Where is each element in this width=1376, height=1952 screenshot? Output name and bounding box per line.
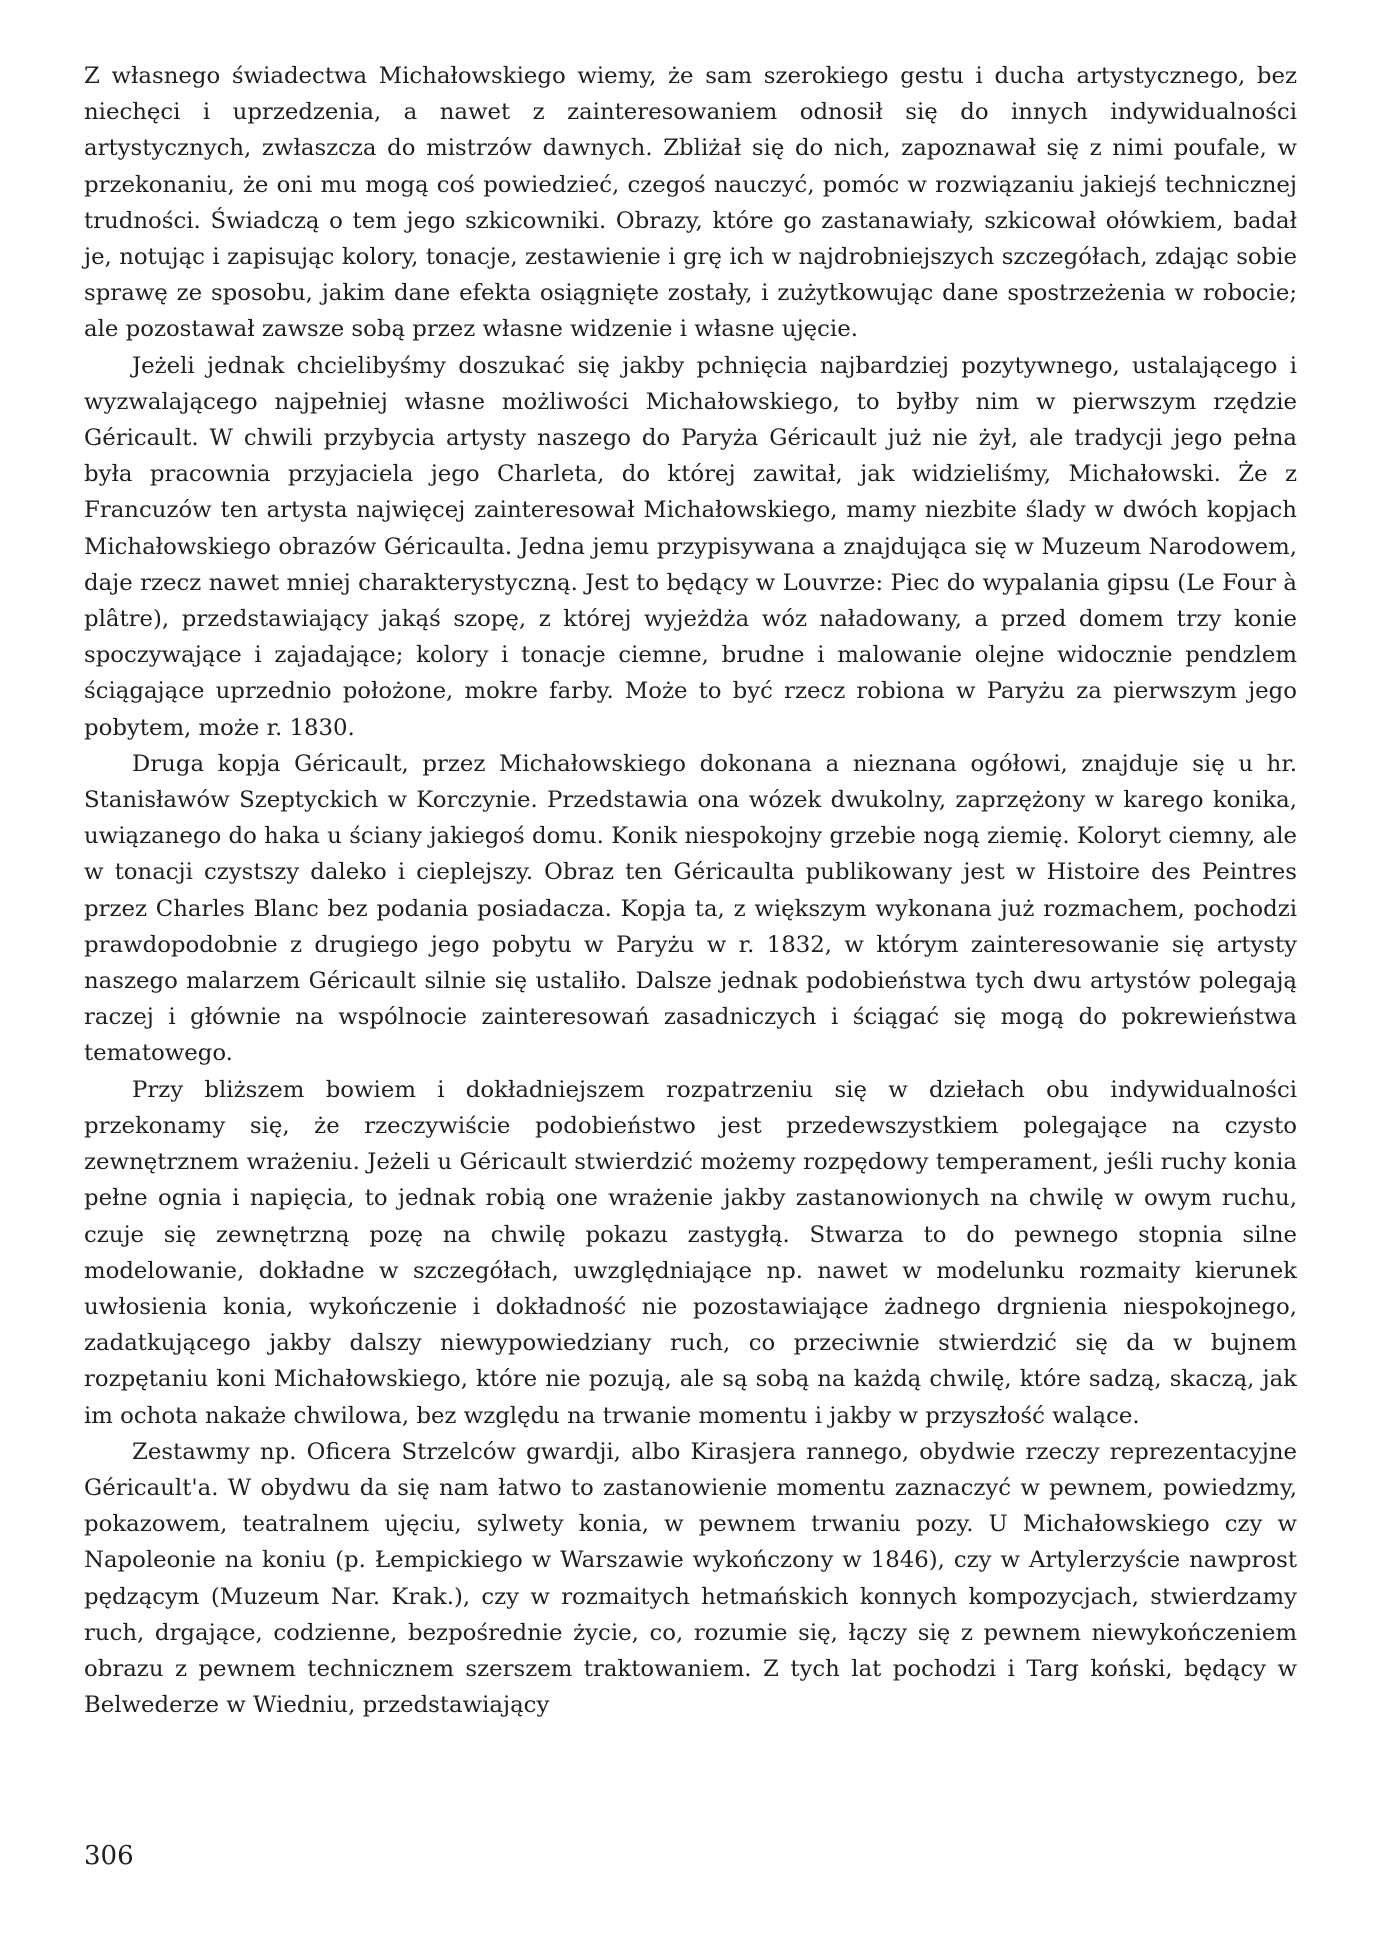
paragraph-4: Przy bliższem bowiem i dokładniejszem rozpatrzeniu się w dziełach obu indywidualności przekonamy się, że rzeczywiście podobieństwo jest przedewszystkiem polegające na czysto zewnętrznem wrażeniu. Jeżeli u Géricault stwierdzić możemy rozpędowy temperament, jeśli ruchy konia pełne ognia i napięcia, to jednak robią one wrażenie jakby zastanowionych na chwilę w owym ruchu, czuje się zewnętrzną pozę na chwilę pokazu zastygłą. Stwarza to do pewnego stopnia silne modelowanie, dokładne w szczegółach, uwzględniające np. nawet w modelunku rozmaity kierunek uwłosienia konia, wykończenie i dokładność nie pozostawiające żadnego drgnienia niespokojnego, zadatkującego jakby dalszy niewypowiedziany ruch, co przeciwnie stwierdzić się da w bujnem rozpętaniu koni Michałowskiego, które nie pozują, ale są sobą na każdą chwilę, które sadzą, skaczą, jak im ochota nakaże chwilowa, bez względu na trwanie momentu i jakby w przyszłość walące. [84, 1076, 1297, 1429]
paragraph-5: Zestawmy np. Oficera Strzelców gwardji, albo Kirasjera rannego, obydwie rzeczy reprezentacyjne Géricault'a. W obydwu da się nam łatwo to zastanowienie momentu zaznaczyć w pewnem, powiedzmy, pokazowem, teatralnem ujęciu, sylwety konia, w pewnem trwaniu pozy. U Michałowskiego czy w Napoleonie na koniu (p. Łempickiego w Warszawie wykończony w 1846), czy w Artylerzyście nawprost pędzącym (Muzeum Nar. Krak.), czy w rozmaitych hetmańskich konnych kompozycjach, stwierdzamy ruch, drgające, codzienne, bezpośrednie życie, co, rozumie się, łączy się z pewnem niewykończeniem obrazu z pewnem technicznem szerszem traktowaniem. Z tych lat pochodzi i Targ koński, będący w Belwederze w Wiedniu, przedstawiający [84, 1438, 1297, 1719]
paragraph-1: Z własnego świadectwa Michałowskiego wiemy, że sam szerokiego gestu i ducha artystycznego, bez niechęci i uprzedzenia, a nawet z zainteresowaniem odnosił się do innych indywidualności artystycznych, zwłaszcza do mistrzów dawnych. Zbliżał się do nich, zapoznawał się z nimi poufale, w przekonaniu, że oni mu mogą coś powiedzieć, czegoś nauczyć, pomóc w rozwiązaniu jakiejś technicznej trudności. Świadczą o tem jego szkicowniki. Obrazy, które go zastanawiały, szkicował ołówkiem, badał je, notując i zapisując kolory, tonacje, zestawienie i grę ich w najdrobniejszych szczegółach, zdając sobie sprawę ze sposobu, jakim dane efekta osiągnięte zostały, i zużytkowując dane spostrzeżenia w robocie; ale pozostawał zawsze sobą przez własne widzenie i własne ujęcie. [84, 63, 1297, 343]
page-body [84, 58, 1297, 1723]
paragraph-2: Jeżeli jednak chcielibyśmy doszukać się jakby pchnięcia najbardziej pozytywnego, ustalającego i wyzwalającego najpełniej własne możliwości Michałowskiego, to byłby nim w pierwszym rzędzie Géricault. W chwili przybycia artysty naszego do Paryża Géricault już nie żył, ale tradycji jego pełna była pracownia przyjaciela jego Charleta, do której zawitał, jak widzieliśmy, Michałowski. Że z Francuzów ten artysta najwięcej zainteresował Michałowskiego, mamy niezbite ślady w dwóch kopjach Michałowskiego obrazów Géricaulta. Jedna jemu przypisywana a znajdująca się w Muzeum Narodowem, daje rzecz nawet mniej charakterystyczną. Jest to będący w Louvrze: Piec do wypalania gipsu (Le Four à plâtre), przedstawiający jakąś szopę, z której wyjeżdża wóz naładowany, a przed domem trzy konie spoczywające i zajadające; kolory i tonacje ciemne, brudne i malowanie olejne widocznie pendzlem ściągające uprzednio położone, mokre farby. Może to być rzecz robiona w Paryżu za pierwszym jego pobytem, może r. 1830. [84, 352, 1297, 741]
paragraph-3: Druga kopja Géricault, przez Michałowskiego dokonana a nieznana ogółowi, znajduje się u hr. Stanisławów Szeptyckich w Korczynie. Przedstawia ona wózek dwukolny, zaprzężony w karego konika, uwiązanego do haka u ściany jakiegoś domu. Konik niespokojny grzebie nogą ziemię. Koloryt ciemny, ale w tonacji czystszy daleko i cieplejszy. Obraz ten Géricaulta publikowany jest w Histoire des Peintres przez Charles Blanc bez podania posiadacza. Kopja ta, z większym wykonana już rozmachem, pochodzi prawdopodobnie z drugiego jego pobytu w Paryżu w r. 1832, w którym zainteresowanie się artysty naszego malarzem Géricault silnie się ustaliło. Dalsze jednak podobieństwa tych dwu artystów polegają raczej i głównie na wspólnocie zainteresowań zasadniczych i ściągać się mogą do pokrewieństwa tematowego. [84, 750, 1297, 1067]
page-number: 306 [84, 1841, 134, 1871]
